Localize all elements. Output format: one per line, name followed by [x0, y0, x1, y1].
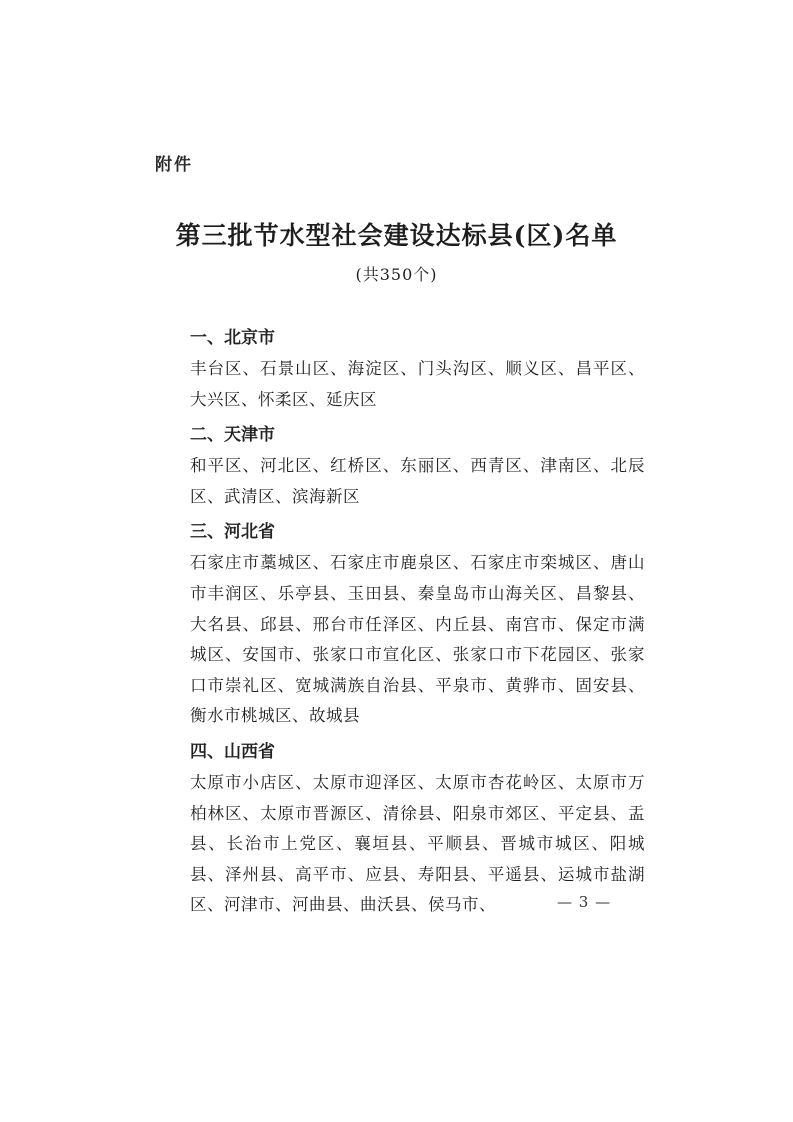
section-beijing [190, 322, 645, 419]
section-tianjin [190, 419, 645, 516]
page-number: — 3 — [557, 893, 612, 911]
section-heading: 四、山西省 [190, 741, 275, 762]
section-heading: 一、北京市 [190, 328, 275, 348]
document-title: 第三批节水型社会建设达标县(区)名单 [175, 221, 618, 250]
section-body: 和平区、河北区、红桥区、东丽区、西青区、津南区、北辰区、武清区、滨海新区 [190, 456, 645, 506]
section-heading: 二、天津市 [190, 425, 275, 446]
section-body: 丰台区、石景山区、海淀区、门头沟区、顺义区、昌平区、大兴区、怀柔区、延庆区 [190, 359, 645, 409]
county-list [190, 322, 645, 925]
section-heading: 三、河北省 [190, 522, 275, 543]
section-body: 石家庄市藁城区、石家庄市鹿泉区、石家庄市栾城区、唐山市丰润区、乐亭县、玉田县、秦皇岛市山海关区、昌黎县、大名县、邱县、邢台市任泽区、内丘县、南宫市、保定市满城区、安国市、张家口市宣化区、张家口市下花园区、张家口市崇礼区、宽城满族自治县、平泉市、黄骅市、固安县、衡水市桃城区、故城县 [190, 553, 645, 726]
section-hebei [190, 516, 645, 736]
attachment-label: 附件 [155, 155, 193, 175]
section-body: 太原市小店区、太原市迎泽区、太原市杏花岭区、太原市万柏林区、太原市晋源区、清徐县、阳泉市郊区、平定县、盂县、长治市上党区、襄垣县、平顺县、晋城市城区、阳城县、泽州县、高平市、应县、寿阳县、平遥县、运城市盐湖区、河津市、河曲县、曲沃县、侯马市、 [190, 772, 645, 915]
document-subtitle: (共350个) [355, 265, 438, 284]
